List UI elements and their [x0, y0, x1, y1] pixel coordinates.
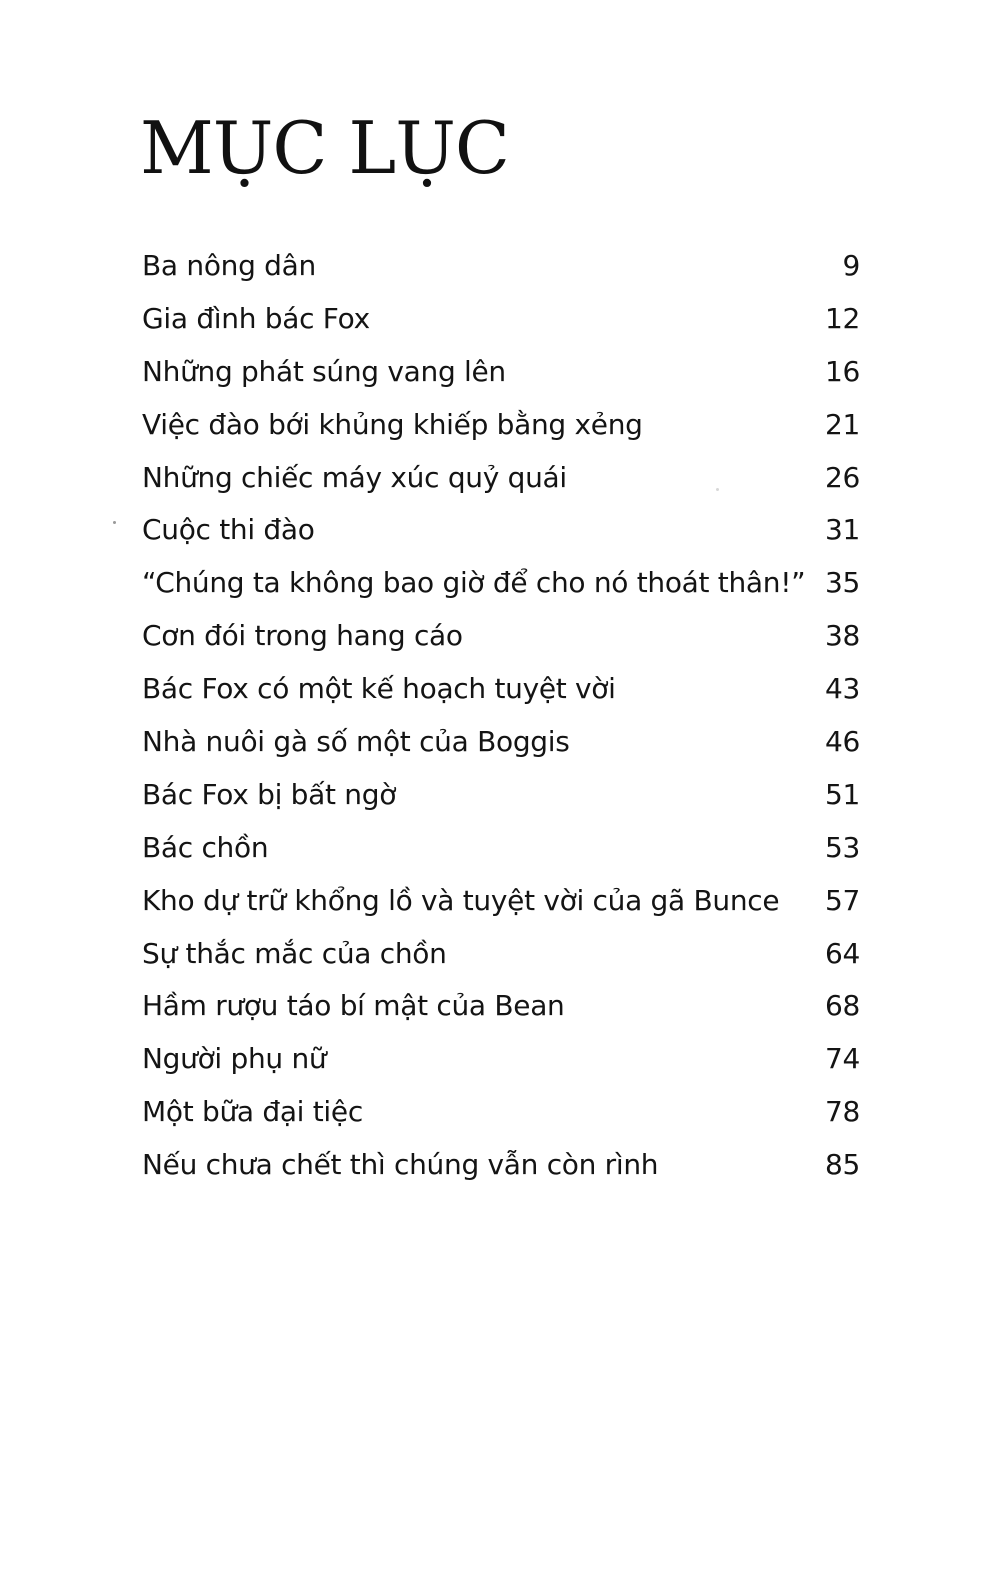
toc-entry-page-number: 35: [824, 566, 860, 600]
toc-entry-page-number: 46: [824, 725, 860, 759]
toc-entry: [142, 875, 860, 928]
toc-entry-page-number: 78: [824, 1095, 860, 1129]
toc-entry: [142, 452, 860, 505]
toc-entry: [142, 346, 860, 399]
toc-entry: [142, 293, 860, 346]
toc-entry-title: Người phụ nữ: [142, 1042, 327, 1076]
toc-entry-title: Gia đình bác Fox: [142, 301, 370, 335]
toc-entry-page-number: 31: [824, 513, 860, 547]
toc-entry-page-number: 21: [824, 407, 860, 441]
toc-entry-page-number: 57: [824, 883, 860, 917]
toc-entry-page-number: 26: [824, 460, 860, 494]
toc-entry: [142, 1033, 860, 1086]
toc-entry: [142, 663, 860, 716]
toc-entry-page-number: 12: [824, 301, 860, 335]
toc-entry-page-number: 9: [842, 249, 860, 282]
toc-entry-page-number: 51: [824, 777, 860, 811]
toc-entry-page-number: 68: [824, 989, 860, 1023]
toc-entry-page-number: 38: [824, 619, 860, 653]
toc-entry-title: Ba nông dân: [142, 249, 316, 282]
toc-entry-page-number: 85: [824, 1148, 860, 1182]
toc-entry: [142, 504, 860, 557]
toc-entry: [142, 822, 860, 875]
toc-entry: [142, 1086, 860, 1139]
toc-entry: [142, 240, 860, 293]
toc-entry: [142, 716, 860, 769]
toc-entry: [142, 399, 860, 452]
toc-entry-title: Nhà nuôi gà số một của Boggis: [142, 725, 570, 759]
toc-entry-page-number: 53: [824, 830, 860, 864]
toc-entry: [142, 769, 860, 822]
toc-entry: [142, 610, 860, 663]
toc-entry-title: Những chiếc máy xúc quỷ quái: [142, 460, 567, 494]
toc-entry-title: Kho dự trữ khổng lồ và tuyệt vời của gã Bunce: [142, 883, 780, 917]
toc-entry-title: Bác chồn: [142, 830, 269, 864]
scan-speck: [716, 488, 719, 491]
toc-entry-page-number: 64: [824, 936, 860, 970]
page-title: MỤC LỤC: [140, 106, 509, 190]
toc-entry: [142, 980, 860, 1033]
toc-entry-page-number: 74: [824, 1042, 860, 1076]
table-of-contents: [142, 240, 860, 1192]
toc-entry-title: Một bữa đại tiệc: [142, 1095, 363, 1129]
toc-entry-title: Cơn đói trong hang cáo: [142, 619, 463, 653]
toc-entry-title: Bác Fox có một kế hoạch tuyệt vời: [142, 672, 616, 706]
toc-entry-title: Bác Fox bị bất ngờ: [142, 777, 397, 811]
scan-speck: [113, 521, 116, 524]
toc-entry-page-number: 16: [824, 354, 860, 388]
toc-entry-title: Những phát súng vang lên: [142, 354, 506, 388]
toc-entry: [142, 928, 860, 981]
toc-entry-title: Sự thắc mắc của chồn: [142, 936, 447, 970]
toc-entry-page-number: 43: [824, 672, 860, 706]
toc-entry: [142, 1139, 860, 1192]
toc-entry-title: Nếu chưa chết thì chúng vẫn còn rình: [142, 1148, 659, 1182]
toc-entry: [142, 557, 860, 610]
toc-entry-title: Cuộc thi đào: [142, 513, 315, 547]
toc-entry-title: Việc đào bới khủng khiếp bằng xẻng: [142, 407, 643, 441]
toc-entry-title: Hầm rượu táo bí mật của Bean: [142, 989, 565, 1023]
toc-entry-title: “Chúng ta không bao giờ để cho nó thoát thân!”: [142, 566, 806, 600]
